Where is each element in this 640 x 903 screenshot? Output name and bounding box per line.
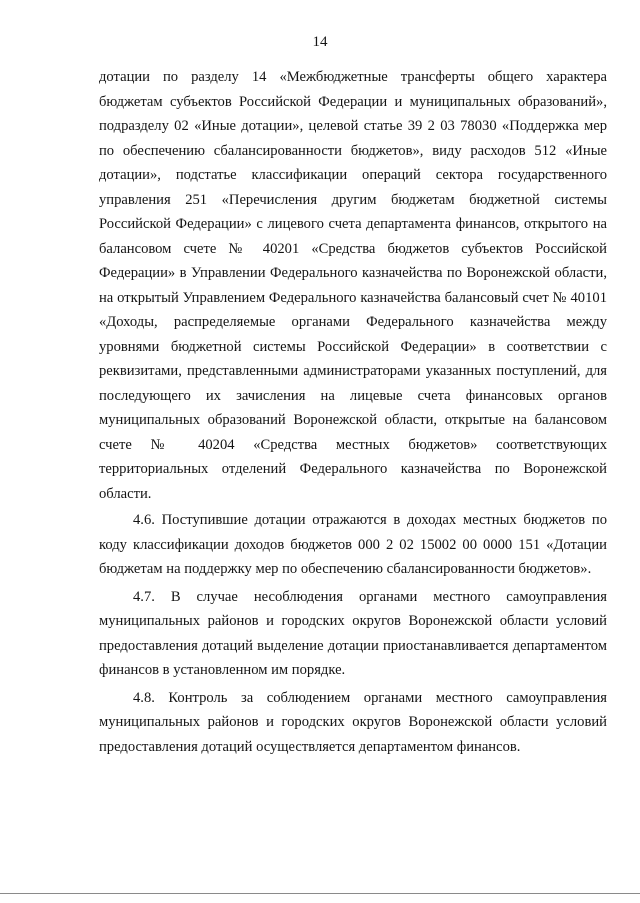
- paragraph-4-6: 4.6. Поступившие дотации отражаются в доходах местных бюджетов по коду классификации доходов бюджетов 000 2 02 15002 00 0000 151 «Дотации бюджетам на поддержку мер по обеспечению сбалансированности бюджетов».: [99, 512, 607, 577]
- document-body: [99, 65, 607, 762]
- paragraph-4-8: 4.8. Контроль за соблюдением органами местного самоуправления муниципальных районов и городских округов Воронежской области условий предоставления дотаций осуществляется департаментом финансов.: [99, 689, 607, 755]
- page-bottom-rule: [0, 893, 640, 894]
- page-number: 14: [312, 34, 328, 50]
- paragraph-4-7: 4.7. В случае несоблюдения органами местного самоуправления муниципальных районов и городских округов Воронежской области условий предоставления дотаций выделение дотации приостанавливается департаментом финансов в установленном им порядке.: [99, 588, 607, 678]
- paragraph-continuation: дотации по разделу 14 «Межбюджетные трансферты общего характера бюджетам субъектов Российской Федерации и муниципальных образований», подразделу 02 «Иные дотации», целевой статье 39 2 03 78030 «Поддержка мер по обеспечению сбалансированности бюджетов», виду расходов 512 «Иные дотации», подстатье классификации операций сектора государственного управления 251 «Перечисления другим бюджетам бюджетной системы Российской Федерации» с лицевого счета департамента финансов, открытого на балансовом счете № 40201 «Средства бюджетов субъектов Российской Федерации» в Управлении Федерального казначейства по Воронежской области, на открытый Управлением Федерального казначейства балансовый счет № 40101 «Доходы, распределяемые органами Федерального казначейства между уровнями бюджетной системы Российской Федерации» в соответствии с реквизитами, представленными администраторами указанных поступлений, для последующего их зачисления на лицевые счета финансовых органов муниципальных образований Воронежской области, открытые на балансовом счете № 40204 «Средства местных бюджетов» соответствующих территориальных отделений Федерального казначейства по Воронежской области.: [99, 69, 607, 502]
